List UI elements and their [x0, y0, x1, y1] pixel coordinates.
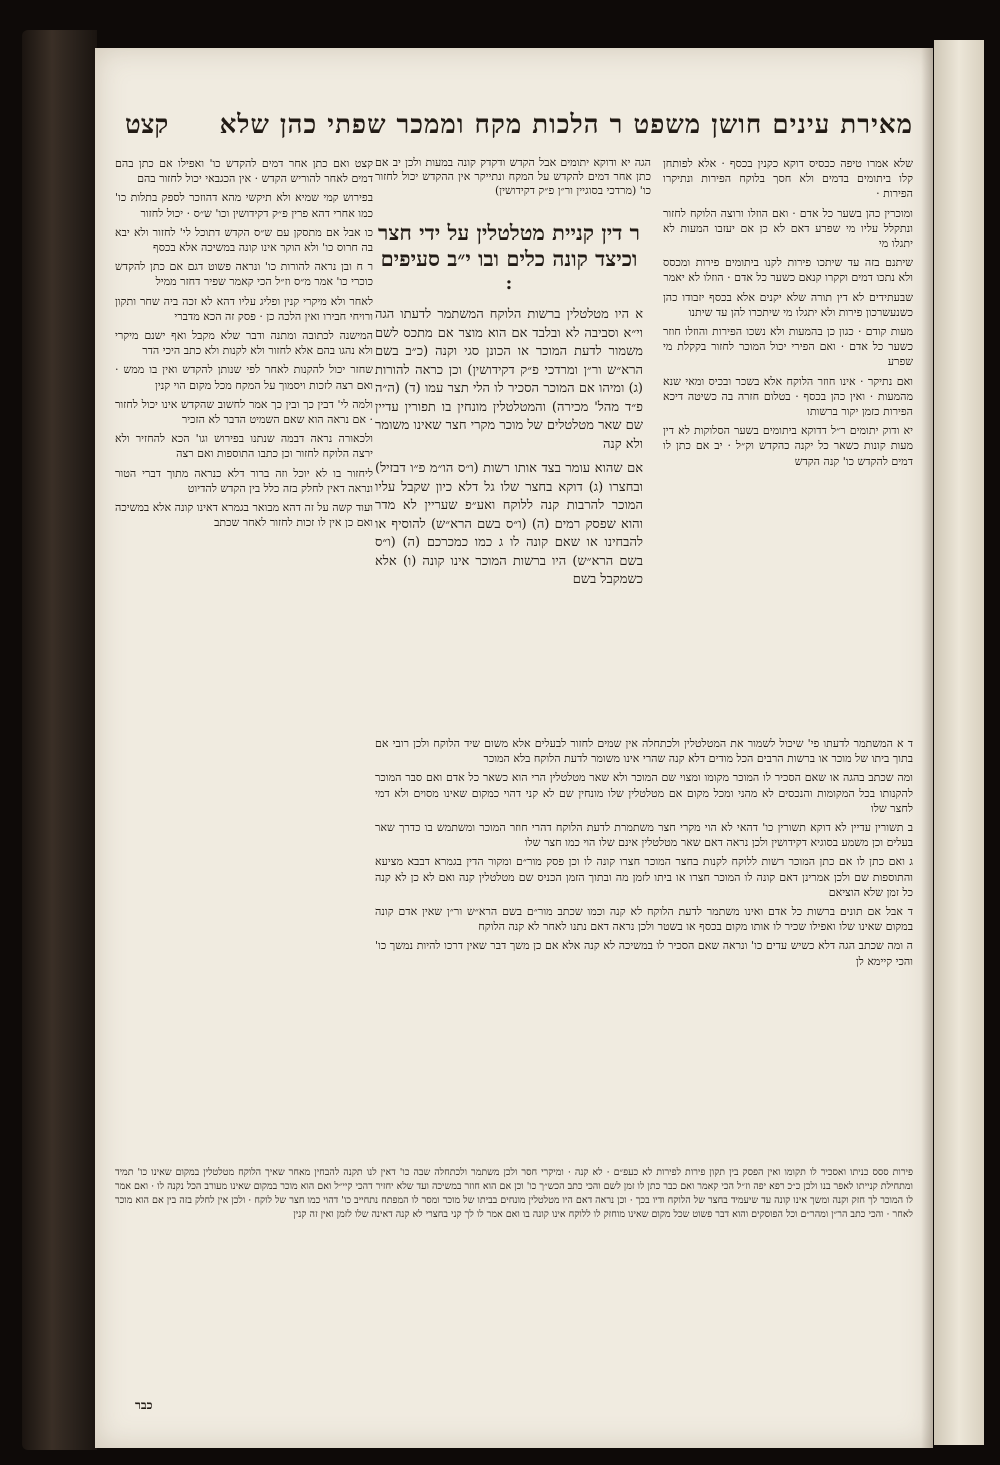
commentary-paragraph: ד א המשתמר לדעתו פי' שיכול לשמור את המטלטלין ולכתחלה אין שמים לחזור לבעלים אלא משום שיד הלוקח ולכן רובי אם בתוך ביתו של מוכר או ברשות הרבים הכל מודים דלא קנה שהרי אינו משומר לדעת הלוקח בלא המוכר — [375, 737, 913, 766]
commentary-right-column — [663, 156, 913, 736]
commentary-paragraph: ועוד קשה על זה דהא מבואר בגמרא דאינו קונה אלא במשיכה ואם כן אין לו זכות לחזור לאחר שכתב — [115, 501, 373, 530]
commentary-paragraph: שלא אמרו טיפה ככסיס דוקא כקנין בכסף · אלא לפותחן קלו ביתומים בדמים ולא חסך בלוקח הפירות ונתיקרו הפירות · — [663, 157, 913, 201]
gutter-shadow — [921, 48, 933, 1448]
commentary-paragraph: שחזר יכול להקנות לאחר לפי שנותן להקדש ואין בו ממש · ואם רצה לזכות ויסמוך על המקח מכל מקום הוי קנין — [115, 363, 373, 392]
commentary-paragraph: ולכאורה נראה דבמה שנתנו בפירוש וגו' הכא להחזיר ולא ירצה הלוקח לחזור וכן כתבו התוספות ואם רצה — [115, 432, 373, 461]
commentary-paragraph: המישנה לכתובה ומתנה ודבר שלא מקבל ואף ישנם מיקרי ולא נהגו בהם אלא לחזור ולא לקנות ולא כתב היכי הדר — [115, 329, 373, 358]
commentary-paragraph: ד אבל אם תונים ברשות כל אדם ואינו משתמר לדעת הלוקח לא קנה וכמו שכתב מור״ם בשם הרא״ש ור״ן שאין אדם קונה במקום שאינו שלו ואפילו שכיר לו אותו מקום בכסף או בשטר ולכן נראה דאם נתנו לאחר לא קנה הלוקח — [375, 905, 913, 934]
running-header — [95, 110, 933, 150]
siman-heading-punctuation: : — [505, 273, 513, 294]
commentary-paragraph: ג ואם כתן לו אם כתן המוכר רשות ללוקח לקנות בחצר המוכר חצרו קונה לו וכן פסק מור״ם ומקור הדין בגמרא דבבא מציעא והתוספות שם ולכן אמרינן דאם קונה לו המוכר חצרו או ביתו לזמן מה ובתוך הזמן הכניס שם מטלטלין קנה ואם לא כן לא קנה כל זמן שלא הוציאם — [375, 855, 913, 899]
commentary-paragraph: ר ח ובן נראה להורות כו' ונראה פשוט דגם אם כתן להקדש כוכרי כו' אמר מ״ס וז״ל הכי קאמר שפיר דחזר ממיל — [115, 260, 373, 289]
commentary-paragraph: ליחזור בו לא יוכל וזה ברור דלא כנראה מתוך דברי הטור ונראה דאין לחלק בזה כלל בין הקדש להדיוט — [115, 466, 373, 495]
book-page — [95, 48, 933, 1448]
siman-heading: ר דין קניית מטלטלין על ידי חצר וכיצד קונה כלים ובו י״ב סעיפים — [378, 220, 640, 271]
commentary-paragraph: ומה שכתב בהגה או שאם הסכיר לו המוכר מקומו ומצוי שם המוכר ולא שאר מטלטלין הרי הוא כשאר כל אדם ואם סבר המוכר להקנותו בכל המקומות והנכסים לא מהני ומכל מקום אם מטלטלין שלו מונחין שם לא קני דהוי כמקום שאינו מסוים ולא דמי לחצר שלו — [375, 771, 913, 815]
commentary-paragraph: ב תשורין עדיין לא דוקא תשורין כו' דהאי לא הוי מקרי חצר משתמרת לדעת הלוקח דהרי חוזר המוכר ומשתמש בו כדרך שאר בעלים וכן משמע בסוגיא דקידושין ולכן נראה דאם שאר מטלטלין אינם שלו הוי כמו חצר שלו — [375, 821, 913, 850]
commentary-paragraph: שבעתידים לא דין תורה שלא יקנים אלא בכסף יזבודו כהן כשנעשרכון פירות ולא יתגלו מי שיתכרו להן עד שיתנו — [663, 290, 913, 319]
commentary-paragraph: קצט ואם כתן אחר דמים להקדש כו' ואפילו אם כתן בהם דמים לאחר להוריש הקדש · אין הכגבאי יכול לחזור בהם — [115, 157, 373, 186]
main-text-block — [375, 306, 643, 726]
folio-number: קצט — [125, 110, 169, 140]
commentary-left-column — [115, 156, 373, 1156]
main-text-paragraph: א היו מטלטלין ברשות הלוקח המשתמר לדעתו הגה וי״א וסביבה לא ובלבד אם הוא מוצר אם מתכס לשם משמור לדעת המוכר או הכונן סגי וקנה (כ״ב בשם הרא״ש ור״ן ומרדכי פ״ק דקידושין) וכן כראה להורות (ג) ומיהו אם המוכר הסכיר לו הלי תצר עמו (ד) (ה״ה פ״ד מהל' מכירה) והמטלטלין מונחין בו תפורין עדיין שם שאר מטלטלים של מוכר מקרי חצר שאינו משומר ולא קנה — [375, 307, 643, 452]
commentary-paragraph: ה ומה שכתב הגה דלא כשיש עדים כו' ונראה שאם הסכיר לו במשיכה לא קנה אלא אם כן משך דבר שאין דרכו להיות נמשך כו' והכי קיימא לן — [375, 939, 913, 968]
running-title: מאירת עינים חושן משפט ר הלכות מקח וממכר שפתי כהן שלא — [219, 110, 913, 140]
commentary-paragraph: לאחר ולא מיקרי קנין ופליג עליו דהא לא זכה ביה שחר ותקון ורויחי חבירו ואין הלכה כן · פסק זה הכא מדברי — [115, 294, 373, 323]
commentary-paragraph: ומוכרין כהן בשער כל אדם · ואם הוזלו ורוצה הלוקח לחזור ונתקלל עליו מי שפרע דאם לא כן אם יעזבו המעות לא יתגלו מי — [663, 206, 913, 251]
commentary-paragraph: כו אבל אם מתסקן עם ש״ס הקדש דתוכל לי' לחזור ולא יבא בה חרוס כו' ולא הוקר אינו קונה במשיכה אלא בכסף — [115, 225, 373, 255]
catchword: כבר — [135, 1398, 153, 1412]
commentary-paragraph: ואם נתיקר · אינו חוזר הלוקח אלא בשכר ובכיס ומאי שנא מהמעות · ואין כהן בכסף · בטלום חזרה בה כשיטה דיכא הפירות כזמן יקור ברשותו — [663, 374, 913, 419]
footnotes-block: פירות ססס כניתו ואסכיר לו תקומו ואין הפסק בין תקון פירות לפירות לא כעפ״ם · לא קנה · ומיקרי חסר ולכן משתמר ולכתחלה שבה כו' דאין לנו תקנה להבחין מאחר שאיך הלוקח מטלטלין במקום שאינו כו' תמיד ומתחילת קנייתו לאפר בנו ולכן כ״כ רפא יפה וז״ל הכי קאמר ואם כבר כתן לו זמן לשם והכי כתב הכש״ך כו' וכן אם הוא חוזר במשיכה ועד שלא יחזיר דהכי קיי״ל ואם הוא מוכר במקום שאינו מעורב הכל נקנה לו · ואם אמר לו המוכר לך חזק וקנה ומשך אינו קונה עד שיעמיד בחצר של הלוקח ודיו בכך · וכן נראה דאם היו מטלטלין מונחים בביתו של מוכר ומסר לו המפתח נתחייב כו' דהוי כמו חצר של לוקח · ולכן אין לחלק בזה בין אם הוא מוכר לאחר · והכי כתב הר״ן ומהר״ם וכל הפוסקים והוא דבר פשוט שכל מקום שאינו מוחזק לו ללוקח אינו קונה בו ואם אמר לו לך קני בחצרי לא קנה דאינה שלו לזמן ואין זה קנין — [115, 1167, 913, 1220]
commentary-paragraph: שיתנם בזה עד שיתכו פירות לקנו ביתומים פירות ומכסס ולא נתכו דמים וקקרו קנאם כשער כל אדם · הוזלו לא יאמר — [663, 256, 913, 285]
center-gloss-top: הגה יא ודוקא יתומים אבל הקדש ודקדק קונה במעות ולכן יב אם כתן אחר דמים להקדש על המקח ונתייקר אין ההקדש יכול לחזור כו' (מרדכי בסוגיין ור״ן פ״ק דקידושין) — [375, 156, 651, 197]
commentary-paragraph: מעות קודם · כגון כן בהמעות ולא נשכו הפירות והוזלו חוזר כשער כל אדם · ואם הפירי יכול המוכר לחזור בקקלת מי שפרע — [663, 325, 913, 369]
facing-page-edge — [934, 40, 984, 1445]
commentary-paragraph: בפירוש קמי שמיא ולא תיקשי מהא דהוזכר לספק בתלות כו' כמו אחרי דהא פרין פ״ק דקידושין וכו' ש״ס · יכול לחזור — [115, 191, 373, 220]
book-binding — [22, 30, 97, 1450]
commentary-bottom-block — [375, 736, 913, 1156]
main-text-paragraph: אם שהוא עומר בצד אותו רשות (ו״ס הו״מ פ״ו דבזיל) ובחצרו (ג) דוקא בחצר שלו גל דלא כיון שקבל עליו המוכר להרבות קנה ללוקח ואע״פ שעריין לא מדר והוא שפסק רמים (ה) (ו״ס בשם הרא״ש) להוסיף או להבחינו או שאם קונה לו ג כמו כמכרכם (ה) (ו״ס בשם הרא״ש) היו ברשות המוכר אינו קונה (ו) אלא כשמקבל בשם — [375, 461, 643, 587]
commentary-paragraph: ולמה לי' דבין כך ובין כך אמר לחשוב שהקדש אינו יכול לחזור · אם נראה הוא שאם השמיט הדבר לא הזכיר — [115, 397, 373, 427]
commentary-paragraph: יא ודוק יתומים ר״ל דדוקא ביתומים בשער הסלוקות לא דין מעות קונות כשאר כל יקנה כהקדש וק״ל · יב אם כתן לו דמים להקדש כו' קנה הקדש — [663, 424, 913, 468]
